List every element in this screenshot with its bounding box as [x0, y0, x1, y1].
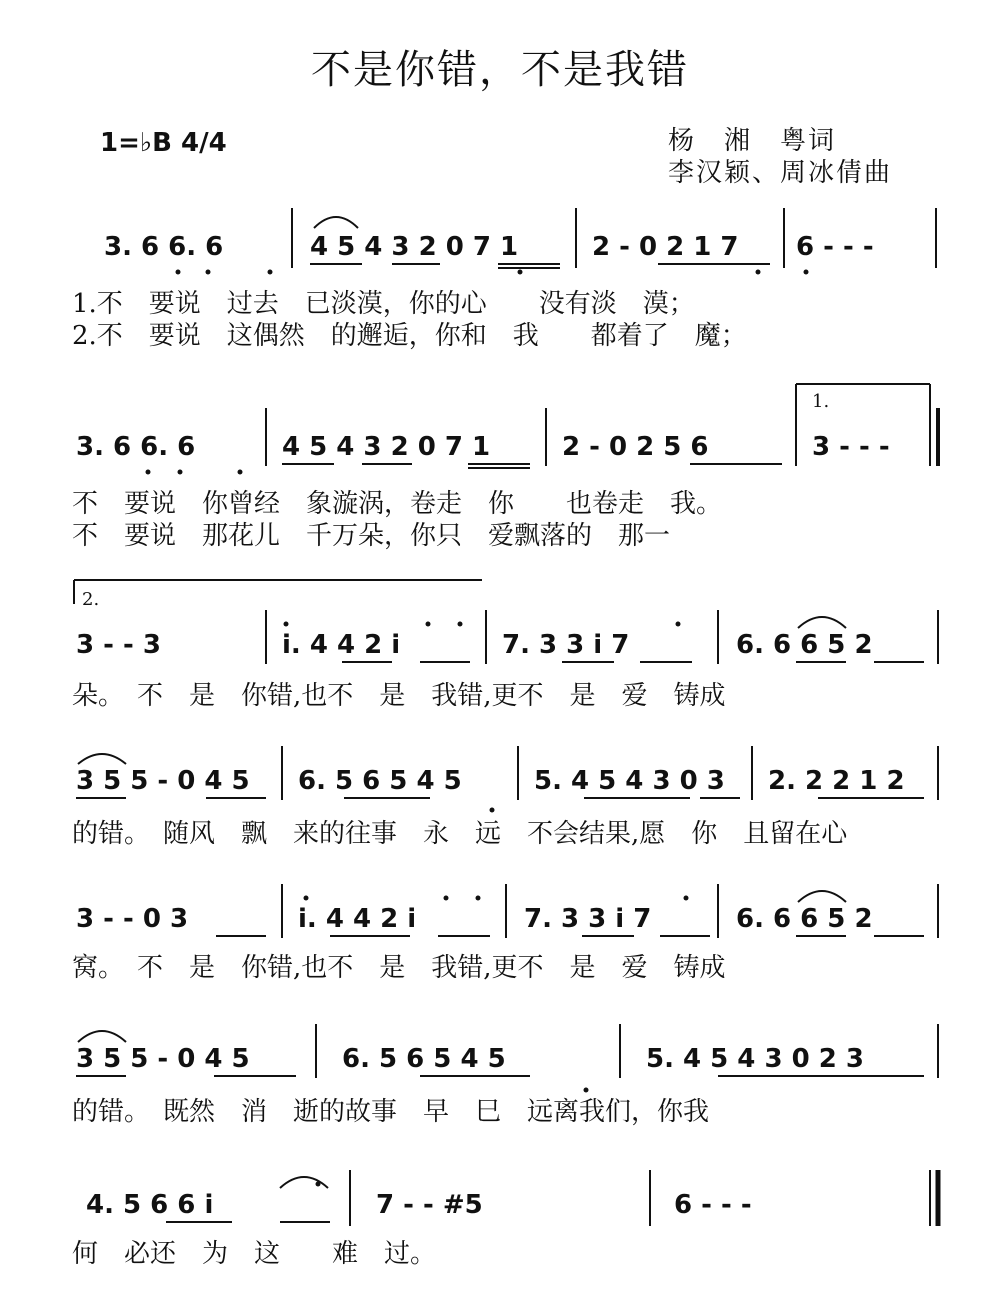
system-6-measure-3: 5. 4 5 4 3 0 2 3	[646, 1044, 864, 1074]
system-3-measure-2: i. 4 4 2 i	[282, 630, 401, 660]
system-2-measure-2: 4 5 4 3 2 0 7 1	[282, 432, 491, 462]
system-7-measure-2: 7 - - #5	[376, 1190, 483, 1220]
system-2-measure-3: 2 - 0 2 5 6	[562, 432, 709, 462]
system-6-lyrics: 的错。 既然 消 逝的故事 早 巳 远离我们，你我	[72, 1097, 710, 1127]
system-7-measure-3: 6 - - -	[674, 1190, 752, 1220]
composer-credit: 李汉颖、周冰倩曲	[668, 158, 893, 188]
system-4-measure-3: 5. 4 5 4 3 0 3	[534, 766, 725, 796]
song-title: 不是你错，不是我错	[311, 47, 689, 93]
system-5-measure-1: 3 - - 0 3	[76, 904, 189, 934]
system-2-measure-4: 3 - - -	[812, 432, 890, 462]
system-4-measure-4: 2. 2 2 1 2	[768, 766, 905, 796]
system-1-lyrics-verse-2: 2.不 要说 这偶然 的邂逅，你和 我 都着了 魔；	[72, 321, 747, 351]
system-3-lyrics: 朵。 不 是 你错,也不 是 我错,更不 是 爱 铸成	[72, 681, 726, 711]
system-1-measure-3: 2 - 0 2 1 7	[592, 232, 739, 262]
system-4-measure-2: 6. 5 6 5 4 5	[298, 766, 462, 796]
system-4-lyrics: 的错。 随风 飘 来的往事 永 远 不会结果,愿 你 且留在心	[72, 819, 848, 849]
system-3-measure-1: 3 - - 3	[76, 630, 161, 660]
system-1-measure-4: 6 - - -	[796, 232, 874, 262]
system-2-lyrics-verse-2: 不 要说 那花儿 千万朵，你只 爱飘落的 那一	[72, 521, 671, 551]
system-1-measure-2: 4 5 4 3 2 0 7 1	[310, 232, 519, 262]
system-1-lyrics-verse-1: 1.不 要说 过去 已淡漠，你的心 没有淡 漠；	[72, 289, 695, 319]
system-4-measure-1: 3 5 5 - 0 4 5	[76, 766, 250, 796]
system-1-measure-1: 3. 6 6. 6	[104, 232, 224, 262]
system-7-measure-1: 4. 5 6 6 i	[86, 1190, 214, 1220]
system-2-lyrics-verse-1: 不 要说 你曾经 象漩涡，卷走 你 也卷走 我。	[72, 489, 723, 519]
system-5-lyrics: 窝。 不 是 你错,也不 是 我错,更不 是 爱 铸成	[72, 953, 726, 983]
system-5-measure-3: 7. 3 3 i 7	[524, 904, 652, 934]
key-signature: 1=♭B 4/4	[100, 128, 227, 158]
system-3-measure-4: 6. 6 6 5 2	[736, 630, 873, 660]
lyricist-credit: 杨 湘 粤词	[668, 126, 837, 156]
system-6-measure-1: 3 5 5 - 0 4 5	[76, 1044, 250, 1074]
first-ending-label: 1.	[812, 391, 830, 412]
system-2-measure-1: 3. 6 6. 6	[76, 432, 196, 462]
system-5-measure-4: 6. 6 6 5 2	[736, 904, 873, 934]
second-ending-label: 2.	[82, 589, 100, 610]
system-3-measure-3: 7. 3 3 i 7	[502, 630, 630, 660]
system-7-lyrics: 何 必还 为 这 难 过。	[72, 1239, 437, 1269]
system-5-measure-2: i. 4 4 2 i	[298, 904, 417, 934]
system-6-measure-2: 6. 5 6 5 4 5	[342, 1044, 506, 1074]
